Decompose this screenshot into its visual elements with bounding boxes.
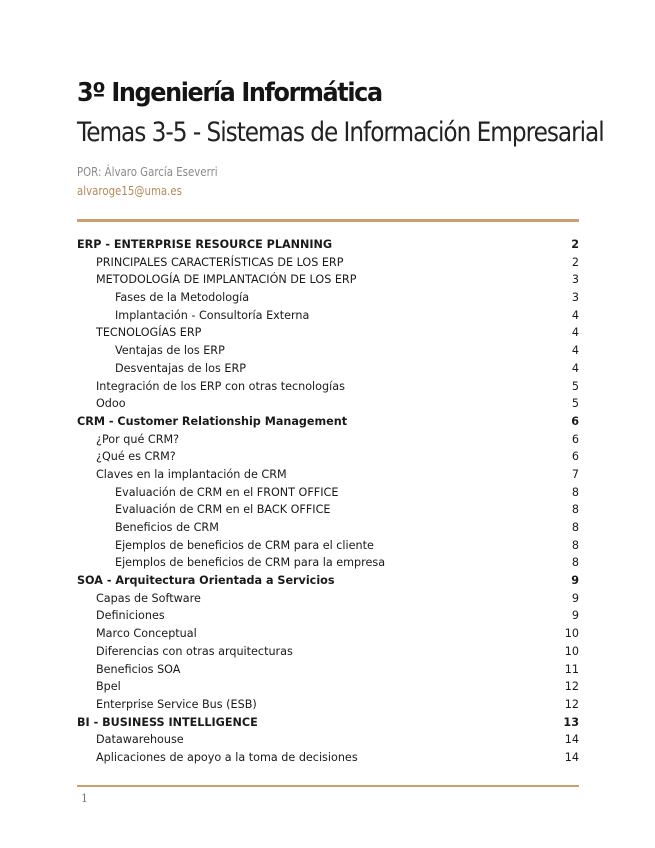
toc-entry[interactable] bbox=[77, 236, 579, 254]
toc-entry-page: 4 bbox=[571, 361, 579, 375]
toc-entry[interactable] bbox=[77, 519, 579, 537]
toc-entry-title: TECNOLOGÍAS ERP bbox=[96, 326, 202, 340]
toc-entry-title: Integración de los ERP con otras tecnologías bbox=[96, 379, 345, 393]
toc-entry-page: 6 bbox=[571, 450, 579, 464]
toc-entry-title: METODOLOGÍA DE IMPLANTACIÓN DE LOS ERP bbox=[96, 273, 357, 287]
toc-entry-title: Enterprise Service Bus (ESB) bbox=[96, 697, 257, 711]
toc-entry[interactable] bbox=[77, 661, 579, 679]
toc-entry[interactable] bbox=[77, 554, 579, 572]
toc-entry[interactable] bbox=[77, 678, 579, 696]
toc-entry[interactable] bbox=[77, 731, 579, 749]
toc-entry-page: 5 bbox=[571, 379, 579, 393]
toc-entry-title: ¿Qué es CRM? bbox=[96, 450, 176, 464]
toc-entry[interactable] bbox=[77, 466, 579, 484]
toc-entry-title: ¿Por qué CRM? bbox=[96, 432, 180, 446]
toc-entry[interactable] bbox=[77, 749, 579, 767]
toc-entry-page: 8 bbox=[571, 485, 579, 499]
toc-entry-title: Desventajas de los ERP bbox=[115, 361, 246, 375]
toc-entry-page: 12 bbox=[564, 680, 579, 694]
toc-entry-title: Datawarehouse bbox=[96, 733, 184, 747]
toc-entry-title: CRM - Customer Relationship Management bbox=[77, 414, 348, 428]
toc-entry-page: 9 bbox=[571, 574, 579, 588]
toc-entry-title: Evaluación de CRM en el FRONT OFFICE bbox=[115, 485, 339, 499]
toc-entry-title: Diferencias con otras arquitecturas bbox=[96, 644, 293, 658]
toc-entry-title: Ventajas de los ERP bbox=[115, 344, 225, 358]
toc-entry[interactable] bbox=[77, 360, 579, 378]
toc-entry-page: 6 bbox=[571, 432, 579, 446]
toc-entry-page: 13 bbox=[563, 715, 579, 729]
toc-entry-title: SOA - Arquitectura Orientada a Servicios bbox=[77, 574, 335, 588]
toc-entry[interactable] bbox=[77, 572, 579, 590]
toc-entry-title: Definiciones bbox=[96, 609, 165, 623]
footer-divider bbox=[77, 785, 579, 787]
toc-entry[interactable] bbox=[77, 342, 579, 360]
toc-entry-page: 8 bbox=[571, 521, 579, 534]
toc-entry-title: Ejemplos de beneficios de CRM para la empresa bbox=[115, 556, 386, 570]
table-of-contents bbox=[77, 236, 579, 767]
document-subtitle: Temas 3-5 - Sistemas de Información Empresarial bbox=[77, 117, 604, 148]
toc-entry[interactable] bbox=[77, 590, 579, 608]
toc-entry-page: 4 bbox=[571, 344, 579, 358]
toc-entry-page: 8 bbox=[571, 538, 579, 552]
toc-entry-page: 11 bbox=[564, 662, 579, 676]
toc-entry-title: Fases de la Metodología bbox=[115, 291, 250, 305]
toc-entry-title: Ejemplos de beneficios de CRM para el cliente bbox=[115, 538, 374, 552]
toc-entry-page: 8 bbox=[571, 503, 579, 517]
toc-entry-title: Beneficios SOA bbox=[96, 662, 181, 676]
toc-entry-page: 2 bbox=[571, 255, 579, 269]
toc-entry-title: Odoo bbox=[96, 397, 126, 411]
toc-entry[interactable] bbox=[77, 395, 579, 413]
toc-entry-page: 4 bbox=[571, 326, 579, 340]
toc-entry[interactable] bbox=[77, 696, 579, 714]
toc-entry[interactable] bbox=[77, 625, 579, 643]
toc-entry-title: Implantación - Consultoría Externa bbox=[115, 308, 310, 322]
toc-entry[interactable] bbox=[77, 501, 579, 519]
toc-entry[interactable] bbox=[77, 714, 579, 732]
author-line: POR: Álvaro García Eseverri bbox=[77, 165, 218, 179]
toc-entry-page: 14 bbox=[564, 750, 579, 764]
toc-entry-page: 5 bbox=[571, 397, 579, 411]
toc-entry-page: 3 bbox=[571, 291, 579, 305]
toc-entry[interactable] bbox=[77, 537, 579, 555]
toc-entry[interactable] bbox=[77, 254, 579, 272]
document-title: 3º Ingeniería Informática bbox=[77, 78, 382, 108]
toc-entry-page: 6 bbox=[571, 414, 579, 428]
toc-entry[interactable] bbox=[77, 413, 579, 431]
toc-entry[interactable] bbox=[77, 448, 579, 466]
author-email: alvarogе15@uma.es bbox=[77, 184, 183, 198]
toc-entry-title: Bpel bbox=[96, 680, 121, 694]
toc-entry-title: BI - BUSINESS INTELLIGENCE bbox=[77, 715, 258, 729]
toc-entry-page: 2 bbox=[571, 238, 579, 251]
toc-entry[interactable] bbox=[77, 643, 579, 661]
toc-entry-title: PRINCIPALES CARACTERÍSTICAS DE LOS ERP bbox=[96, 255, 344, 269]
toc-entry-page: 9 bbox=[571, 609, 579, 623]
toc-entry-page: 10 bbox=[564, 644, 579, 658]
toc-entry[interactable] bbox=[77, 324, 579, 342]
toc-entry[interactable] bbox=[77, 307, 579, 325]
toc-entry[interactable] bbox=[77, 289, 579, 307]
toc-entry-page: 10 bbox=[564, 627, 579, 641]
toc-entry-title: ERP - ENTERPRISE RESOURCE PLANNING bbox=[77, 238, 333, 251]
toc-entry-title: Evaluación de CRM en el BACK OFFICE bbox=[115, 503, 331, 517]
header-divider bbox=[77, 219, 579, 222]
toc-entry-page: 9 bbox=[571, 591, 579, 605]
toc-entry-title: Marco Conceptual bbox=[96, 627, 197, 641]
toc-entry-page: 4 bbox=[571, 308, 579, 322]
toc-entry-page: 3 bbox=[571, 273, 579, 287]
toc-entry-page: 12 bbox=[564, 697, 579, 711]
toc-entry[interactable] bbox=[77, 484, 579, 502]
toc-entry[interactable] bbox=[77, 378, 579, 396]
toc-entry[interactable] bbox=[77, 607, 579, 625]
toc-entry-page: 8 bbox=[571, 556, 579, 570]
toc-entry-title: Claves en la implantación de CRM bbox=[96, 467, 287, 481]
toc-entry-title: Capas de Software bbox=[96, 591, 201, 605]
toc-entry[interactable] bbox=[77, 271, 579, 289]
toc-entry-title: Aplicaciones de apoyo a la toma de decisiones bbox=[96, 750, 358, 764]
page-number: 1 bbox=[81, 792, 88, 805]
toc-entry-page: 7 bbox=[571, 467, 579, 481]
toc-entry[interactable] bbox=[77, 431, 579, 449]
toc-entry-page: 14 bbox=[564, 733, 579, 747]
toc-entry-title: Beneficios de CRM bbox=[115, 521, 219, 534]
